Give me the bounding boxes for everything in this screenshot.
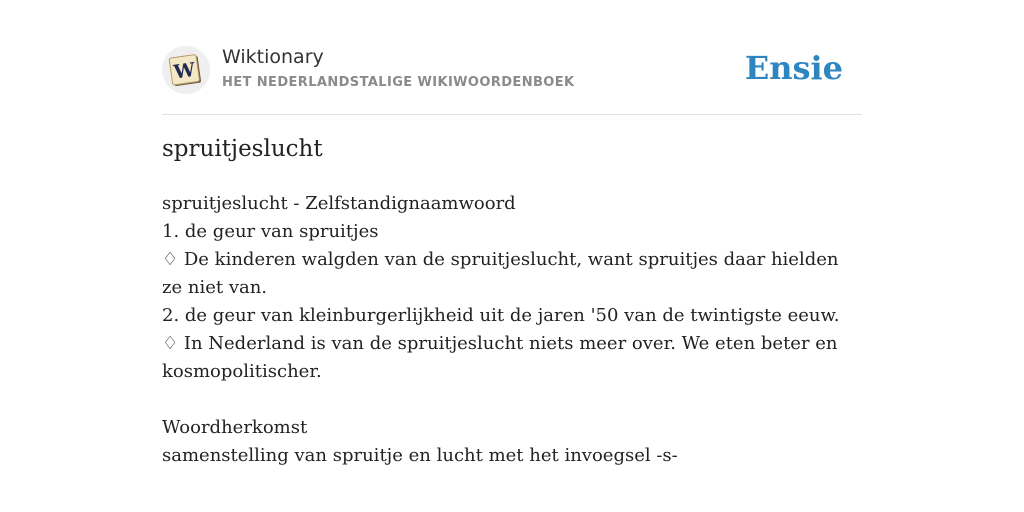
example-1: ♢ De kinderen walgden van de spruitjeslucht, want spruitjes daar hielden ze niet van. (162, 249, 839, 298)
definition-2: 2. de geur van kleinburgerlijkheid uit de jaren '50 van de twintigste eeuw. (162, 305, 840, 326)
svg-text:W: W (172, 58, 197, 84)
etymology-text: samenstelling van spruitje en lucht met het invoegsel -s- (162, 445, 678, 466)
entry-heading-line: spruitjeslucht - Zelfstandignaamwoord (162, 193, 516, 214)
site-subtitle: HET NEDERLANDSTALIGE WIKIWOORDENBOEK (222, 75, 575, 90)
spacer (162, 386, 862, 414)
site-name[interactable]: Wiktionary (222, 46, 324, 68)
wiktionary-logo-icon[interactable] (162, 46, 210, 94)
entry-content (162, 190, 862, 470)
example-2: ♢ In Nederland is van de spruitjeslucht niets meer over. We eten beter en kosmopolitischer. (162, 333, 838, 382)
etymology-heading: Woordherkomst (162, 417, 308, 438)
page-title: spruitjeslucht (162, 136, 323, 162)
site-header (162, 44, 862, 115)
ensie-brand-logo[interactable]: Ensie (744, 49, 843, 87)
definition-1: 1. de geur van spruitjes (162, 221, 379, 242)
